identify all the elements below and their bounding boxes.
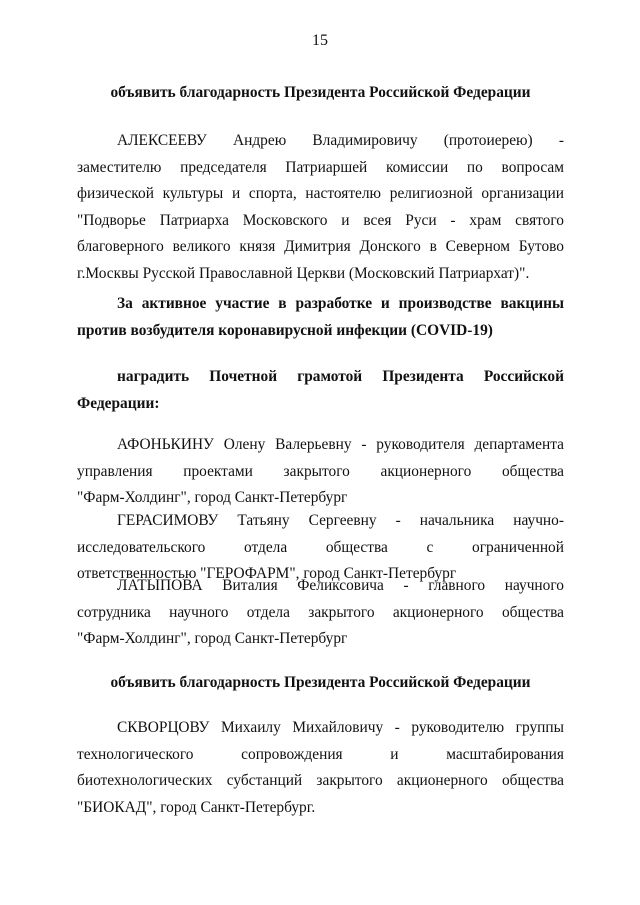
paragraph-line: технологического сопровождения и масштабирования — [77, 745, 564, 763]
paragraph-line: АЛЕКСЕЕВУ Андрею Владимировичу (протоиерею) - — [117, 132, 564, 149]
section2-heading — [77, 291, 564, 344]
paragraph-line: "БИОКАД", город Санкт-Петербург. — [77, 798, 316, 816]
paragraph-line: физической культуры и спорта, настоятелю религиозной организации — [77, 185, 564, 202]
heading-line: наградить Почетной грамотой Президента Российской — [117, 368, 564, 385]
section1-heading: объявить благодарность Президента Российской Федерации — [110, 84, 531, 101]
paragraph-line: сотрудника научного отдела закрытого акционерного общества — [77, 603, 564, 621]
section1-paragraph — [77, 128, 564, 287]
award-entry-afonkina — [77, 432, 564, 512]
paragraph-line: г.Москвы Русской Православной Церкви (Московский Патриархат)". — [77, 264, 530, 282]
paragraph-line: управления проектами закрытого акционерного общества — [77, 462, 564, 480]
heading-line: Федерации: — [77, 394, 160, 412]
award-heading — [77, 364, 564, 417]
paragraph-line: СКВОРЦОВУ Михаилу Михайловичу - руководителю группы — [117, 719, 564, 736]
paragraph-line: биотехнологических субстанций закрытого акционерного общества — [77, 772, 564, 789]
paragraph-line: благоверного великого князя Димитрия Донского в Северном Бутово — [77, 238, 564, 255]
section3-heading: объявить благодарность Президента Российской Федерации — [110, 674, 531, 691]
paragraph-line: "Фарм-Холдинг", город Санкт-Петербург — [77, 630, 348, 647]
section3-paragraph — [77, 715, 564, 821]
paragraph-line: заместителю председателя Патриаршей комиссии по вопросам — [77, 158, 564, 176]
paragraph-line: исследовательского отдела общества с ограниченной — [77, 538, 564, 556]
paragraph-line: АФОНЬКИНУ Олену Валерьевну - руководителя департамента — [117, 436, 564, 453]
page-number: 15 — [312, 32, 328, 49]
heading-line: За активное участие в разработке и производстве вакцины — [117, 295, 564, 312]
paragraph-line: ГЕРАСИМОВУ Татьяну Сергеевну - начальника научно- — [117, 512, 564, 529]
paragraph-line: ответственностью "ГЕРОФАРМ", город Санкт-Петербург — [77, 565, 457, 582]
heading-line: против возбудителя коронавирусной инфекции (COVID-19) — [77, 321, 493, 339]
paragraph-line: "Подворье Патриарха Московского и всея Руси - храм святого — [77, 211, 564, 229]
paragraph-line: ЛАТЫПОВА Виталия Феликсовича - главного научного — [117, 577, 564, 594]
paragraph-line: "Фарм-Холдинг", город Санкт-Петербург — [77, 489, 348, 506]
award-entry-latypov — [77, 573, 564, 653]
